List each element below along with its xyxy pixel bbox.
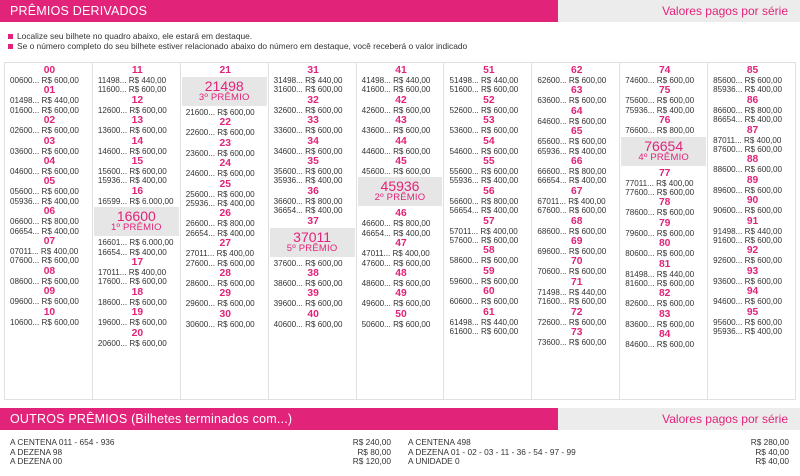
outros-premios-left (10, 438, 391, 467)
dezena-heading: 56 (483, 185, 495, 197)
dezena-heading: 08 (43, 265, 56, 277)
prize-line: 23600... R$ 600,00 (185, 148, 255, 158)
prize-line: 57600... R$ 600,00 (449, 236, 519, 246)
outros-premio-row (10, 457, 391, 467)
prize-line: 13600... R$ 600,00 (97, 126, 167, 136)
prize-line: 20600... R$ 600,00 (97, 338, 167, 348)
prize-line: 93600... R$ 600,00 (713, 276, 782, 286)
dezena-heading: 65 (571, 126, 583, 138)
bullet-square-icon (8, 34, 13, 39)
instruction-item (8, 41, 467, 51)
dezena-heading: 53 (483, 115, 495, 127)
outros-premio-row (10, 448, 391, 458)
prize-line: 31498... R$ 440,00 (273, 76, 343, 85)
dezena-heading: 13 (131, 115, 144, 127)
dezena-heading: 74 (658, 65, 671, 76)
prize-line: 77600... R$ 600,00 (625, 188, 695, 198)
prize-line: 39600... R$ 600,00 (273, 299, 343, 309)
prize-line: 77011... R$ 400,00 (625, 178, 694, 188)
prize-line: 75936... R$ 400,00 (625, 105, 695, 115)
prize-line: 64600... R$ 600,00 (537, 116, 607, 126)
prize-line: 94600... R$ 600,00 (713, 297, 782, 307)
dezena-heading: 64 (571, 105, 583, 117)
prize-column (532, 63, 620, 399)
dezena-heading: 80 (658, 238, 671, 250)
dezena-heading: 33 (307, 115, 319, 127)
prize-line: 87600... R$ 600,00 (713, 145, 782, 155)
prize-line: 74600... R$ 600,00 (625, 76, 695, 85)
prize-line: 51600... R$ 600,00 (449, 85, 519, 95)
premio-value: R$ 120,00 (352, 456, 391, 467)
prize-label: 3º PRÊMIO (198, 92, 250, 103)
prize-line: 02600... R$ 600,00 (10, 126, 79, 136)
prize-line: 09600... R$ 600,00 (10, 297, 79, 307)
dezena-heading: 57 (483, 215, 495, 227)
dezena-heading: 30 (219, 308, 231, 320)
dezena-heading: 05 (43, 176, 56, 188)
premio-description: A DEZENA 98 (10, 446, 63, 457)
prize-line: 78600... R$ 600,00 (625, 208, 695, 218)
dezena-heading: 09 (43, 286, 56, 298)
prize-line: 36654... R$ 400,00 (273, 206, 343, 216)
instruction-item (8, 31, 467, 41)
prize-line: 55600... R$ 600,00 (449, 167, 519, 177)
prize-line: 48600... R$ 600,00 (361, 279, 431, 289)
prize-line: 19600... R$ 600,00 (97, 318, 167, 328)
prize-line: 05600... R$ 600,00 (10, 187, 79, 197)
prize-number: 76654 (644, 137, 684, 154)
prize-line: 79600... R$ 600,00 (625, 228, 695, 238)
prize-line: 03600... R$ 600,00 (10, 146, 79, 156)
prize-line: 28600... R$ 600,00 (185, 279, 255, 289)
premio-value: R$ 280,00 (750, 437, 789, 447)
prize-line: 29600... R$ 600,00 (185, 299, 255, 309)
prize-line: 82600... R$ 600,00 (625, 299, 695, 309)
prize-line: 85936... R$ 400,00 (713, 85, 782, 95)
dezena-heading: 68 (571, 215, 583, 227)
prize-line: 65936... R$ 400,00 (537, 146, 607, 156)
prize-line: 49600... R$ 600,00 (361, 299, 431, 309)
outros-premios-header (0, 408, 800, 430)
dezena-heading: 03 (43, 135, 56, 147)
section-title: PRÊMIOS DERIVADOS (0, 0, 558, 22)
prize-line: 07011... R$ 400,00 (10, 247, 79, 257)
prize-line: 37600... R$ 600,00 (273, 258, 343, 268)
dezena-heading: 10 (43, 306, 56, 318)
outros-premio-row (408, 448, 789, 458)
outros-premio-row (408, 457, 789, 467)
prize-line: 55936... R$ 400,00 (449, 176, 519, 186)
dezena-heading: 49 (395, 288, 407, 300)
prize-number: 16600 (116, 208, 156, 225)
prize-line: 46600... R$ 800,00 (361, 219, 431, 229)
prize-line: 14600... R$ 600,00 (97, 146, 167, 156)
prize-line: 71600... R$ 600,00 (537, 297, 607, 307)
dezena-heading: 23 (219, 137, 231, 149)
prize-line: 61498... R$ 440,00 (449, 317, 519, 327)
prize-number: 37011 (293, 228, 332, 245)
prize-line: 86600... R$ 800,00 (713, 105, 782, 115)
highlighted-prize (182, 77, 267, 106)
prize-line: 18600... R$ 600,00 (97, 297, 167, 307)
prize-line: 17011... R$ 400,00 (97, 268, 167, 278)
dezena-heading: 16 (131, 185, 144, 197)
prize-line: 34600... R$ 600,00 (273, 146, 343, 156)
prize-line: 75600... R$ 600,00 (625, 96, 695, 106)
prize-line: 91498... R$ 440,00 (713, 226, 782, 236)
prize-line: 45600... R$ 600,00 (361, 167, 431, 177)
dezena-heading: 79 (658, 217, 671, 229)
dezena-heading: 50 (395, 308, 407, 320)
prize-line: 85600... R$ 600,00 (713, 76, 782, 85)
prize-line: 25600... R$ 600,00 (185, 189, 255, 199)
prize-line: 60600... R$ 600,00 (449, 297, 519, 307)
prize-line: 86654... R$ 400,00 (713, 115, 782, 125)
prize-line: 06654... R$ 400,00 (10, 226, 79, 236)
dezena-heading: 85 (746, 65, 759, 76)
dezena-heading: 34 (307, 135, 319, 147)
prize-line: 57011... R$ 400,00 (449, 226, 518, 236)
prize-line: 62600... R$ 600,00 (537, 76, 607, 85)
prize-column (181, 63, 269, 399)
prize-line: 31600... R$ 600,00 (273, 85, 343, 95)
dezena-heading: 60 (483, 286, 495, 298)
prize-line: 07600... R$ 600,00 (10, 256, 79, 266)
prize-column (93, 63, 181, 399)
prize-line: 88600... R$ 600,00 (713, 165, 782, 175)
dezena-heading: 70 (571, 256, 583, 268)
dezena-heading: 61 (483, 306, 495, 318)
prize-line: 25936... R$ 400,00 (185, 199, 255, 209)
prize-line: 87011... R$ 400,00 (713, 135, 782, 145)
prize-line: 84600... R$ 600,00 (625, 340, 695, 350)
dezena-heading: 94 (746, 286, 759, 298)
dezena-heading: 00 (43, 65, 56, 76)
premios-derivados-header (0, 0, 800, 22)
dezena-heading: 71 (571, 276, 583, 288)
dezena-heading: 44 (395, 135, 407, 147)
dezena-heading: 73 (571, 327, 583, 339)
prize-line: 83600... R$ 600,00 (625, 319, 695, 329)
prize-line: 68600... R$ 600,00 (537, 226, 607, 236)
dezena-heading: 45 (395, 156, 407, 168)
dezena-heading: 24 (219, 158, 231, 170)
prize-line: 27011... R$ 400,00 (185, 249, 255, 259)
prize-line: 26600... R$ 800,00 (185, 219, 255, 229)
dezena-heading: 29 (219, 288, 231, 300)
prize-grid (4, 62, 796, 400)
prize-line: 51498... R$ 440,00 (449, 76, 519, 85)
prize-label: 4º PRÊMIO (638, 151, 690, 163)
prize-line: 43600... R$ 600,00 (361, 126, 431, 136)
prize-line: 08600... R$ 600,00 (10, 276, 79, 286)
dezena-heading: 47 (395, 238, 407, 250)
dezena-heading: 28 (219, 268, 231, 280)
dezena-heading: 20 (131, 327, 144, 339)
dezena-heading: 77 (658, 167, 671, 179)
dezena-heading: 11 (131, 65, 143, 76)
dezena-heading: 62 (571, 65, 583, 76)
highlighted-prize (270, 228, 355, 257)
dezena-heading: 18 (131, 286, 144, 298)
prize-line: 44600... R$ 600,00 (361, 146, 431, 156)
premio-description: A CENTENA 011 - 654 - 936 (10, 437, 115, 447)
dezena-heading: 21 (219, 65, 231, 76)
prize-line: 91600... R$ 600,00 (713, 236, 782, 246)
prize-line: 06600... R$ 800,00 (10, 217, 79, 227)
prize-line: 16601... R$ 6.000,00 (97, 238, 174, 248)
prize-line: 67600... R$ 600,00 (537, 206, 607, 216)
highlighted-prize (358, 177, 443, 206)
prize-line: 47011... R$ 400,00 (361, 249, 430, 259)
dezena-heading: 48 (395, 268, 407, 280)
dezena-heading: 42 (395, 94, 407, 106)
prize-label: 1º PRÊMIO (111, 222, 162, 234)
prize-line: 70600... R$ 600,00 (537, 267, 607, 277)
dezena-heading: 37 (307, 215, 319, 227)
prize-line: 26654... R$ 400,00 (185, 228, 255, 238)
prize-number: 45936 (380, 178, 420, 195)
prize-line: 46654... R$ 400,00 (361, 228, 431, 238)
premio-value: R$ 40,00 (755, 456, 789, 467)
prize-number: 21498 (204, 78, 244, 94)
values-per-series-label: Valores pagos por série (558, 408, 800, 430)
dezena-heading: 43 (395, 115, 407, 127)
prize-line: 65600... R$ 600,00 (537, 137, 607, 147)
prize-line: 41498... R$ 440,00 (361, 76, 431, 85)
prize-column (5, 63, 93, 399)
dezena-heading: 78 (658, 197, 671, 209)
prize-line: 35600... R$ 600,00 (273, 167, 343, 177)
dezena-heading: 95 (746, 306, 759, 318)
dezena-heading: 86 (746, 94, 759, 106)
dezena-heading: 40 (307, 308, 319, 320)
dezena-heading: 81 (658, 258, 671, 270)
prize-line: 73600... R$ 600,00 (537, 338, 607, 348)
prize-line: 12600... R$ 600,00 (97, 105, 167, 115)
prize-line: 41600... R$ 600,00 (361, 85, 431, 95)
prize-line: 04600... R$ 600,00 (10, 167, 79, 177)
prize-line: 80600... R$ 600,00 (625, 249, 695, 259)
outros-premio-row (10, 438, 391, 448)
prize-line: 27600... R$ 600,00 (185, 258, 255, 268)
premio-value: R$ 240,00 (352, 437, 391, 447)
values-per-series-label: Valores pagos por série (558, 0, 800, 22)
outros-premios-right (408, 438, 789, 467)
prize-line: 38600... R$ 600,00 (273, 279, 343, 289)
prize-line: 54600... R$ 600,00 (449, 146, 519, 156)
prize-line: 42600... R$ 600,00 (361, 105, 431, 115)
prize-line: 16599... R$ 6.000,00 (97, 196, 174, 206)
prize-column (708, 63, 796, 399)
prize-column (357, 63, 445, 399)
prize-line: 50600... R$ 600,00 (361, 319, 431, 329)
prize-line: 56654... R$ 400,00 (449, 206, 519, 216)
prize-line: 59600... R$ 600,00 (449, 276, 519, 286)
prize-line: 33600... R$ 600,00 (273, 126, 343, 136)
premio-description: A UNIDADE 0 (408, 456, 460, 467)
dezena-heading: 41 (395, 65, 407, 76)
dezena-heading: 25 (219, 178, 231, 190)
prize-line: 63600... R$ 600,00 (537, 96, 607, 106)
prize-line: 81600... R$ 600,00 (625, 279, 695, 289)
dezena-heading: 51 (483, 65, 495, 76)
prize-line: 10600... R$ 600,00 (10, 317, 79, 327)
dezena-heading: 92 (746, 245, 759, 257)
dezena-heading: 52 (483, 94, 495, 106)
dezena-heading: 67 (571, 185, 583, 197)
dezena-heading: 14 (131, 135, 144, 147)
dezena-heading: 58 (483, 245, 495, 257)
dezena-heading: 19 (131, 307, 144, 319)
prize-line: 69600... R$ 600,00 (537, 247, 607, 257)
prize-column (269, 63, 357, 399)
prize-line: 17600... R$ 600,00 (97, 277, 167, 287)
dezena-heading: 88 (746, 154, 759, 166)
prize-line: 11498... R$ 440,00 (97, 76, 167, 85)
prize-line: 95600... R$ 600,00 (713, 317, 782, 327)
dezena-heading: 06 (43, 206, 56, 218)
prize-line: 24600... R$ 600,00 (185, 169, 255, 179)
dezena-heading: 15 (131, 156, 144, 168)
prize-line: 71498... R$ 440,00 (537, 287, 607, 297)
bullet-square-icon (8, 44, 13, 49)
premio-description: A DEZENA 01 - 02 - 03 - 11 - 36 - 54 - 97 - 99 (408, 446, 576, 457)
highlighted-prize (621, 137, 706, 166)
dezena-heading: 22 (219, 117, 231, 129)
prize-line: 36600... R$ 800,00 (273, 196, 343, 206)
dezena-heading: 12 (131, 94, 144, 106)
prize-line: 40600... R$ 600,00 (273, 319, 343, 329)
dezena-heading: 76 (658, 115, 671, 127)
dezena-heading: 39 (307, 288, 319, 300)
prize-column (444, 63, 532, 399)
prize-line: 35936... R$ 400,00 (273, 176, 343, 186)
prize-line: 53600... R$ 600,00 (449, 126, 519, 136)
dezena-heading: 36 (307, 185, 319, 197)
prize-line: 22600... R$ 600,00 (185, 128, 255, 138)
dezena-heading: 04 (43, 156, 56, 168)
prize-line: 16654... R$ 400,00 (97, 247, 167, 257)
dezena-heading: 55 (483, 156, 495, 168)
dezena-heading: 38 (307, 268, 319, 280)
prize-line: 47600... R$ 600,00 (361, 258, 431, 268)
premio-description: A DEZENA 00 (10, 456, 63, 467)
dezena-heading: 27 (219, 238, 231, 250)
dezena-heading: 01 (43, 85, 56, 97)
instruction-text: Localize seu bilhete no quadro abaixo, ele estará em destaque. (17, 31, 253, 41)
dezena-heading: 63 (571, 85, 583, 97)
dezena-heading: 87 (746, 124, 759, 136)
prize-line: 90600... R$ 600,00 (713, 206, 782, 216)
prize-line: 32600... R$ 600,00 (273, 105, 343, 115)
prize-line: 67011... R$ 400,00 (537, 196, 606, 206)
dezena-heading: 91 (746, 215, 759, 227)
dezena-heading: 31 (307, 65, 319, 76)
dezena-heading: 07 (43, 236, 56, 248)
dezena-heading: 66 (571, 156, 583, 168)
prize-line: 00600... R$ 600,00 (10, 76, 79, 85)
prize-line: 81498... R$ 440,00 (625, 269, 695, 279)
dezena-heading: 69 (571, 236, 583, 248)
dezena-heading: 75 (658, 85, 671, 97)
dezena-heading: 17 (131, 257, 144, 269)
prize-label: 2º PRÊMIO (374, 192, 426, 204)
prize-line: 66600... R$ 800,00 (537, 167, 607, 177)
prize-column (620, 63, 708, 399)
premio-value: R$ 40,00 (755, 446, 789, 457)
prize-line: 58600... R$ 600,00 (449, 256, 519, 266)
premio-value: R$ 80,00 (357, 446, 391, 457)
dezena-heading: 02 (43, 115, 56, 127)
prize-line: 95936... R$ 400,00 (713, 327, 782, 337)
dezena-heading: 72 (571, 306, 583, 318)
prize-line: 61600... R$ 600,00 (449, 327, 519, 337)
prize-line: 05936... R$ 400,00 (10, 196, 79, 206)
dezena-heading: 82 (658, 288, 671, 300)
dezena-heading: 84 (658, 329, 671, 341)
premio-description: A CENTENA 498 (408, 437, 471, 447)
prize-line: 52600... R$ 600,00 (449, 105, 519, 115)
prize-line: 15936... R$ 400,00 (97, 176, 167, 186)
prize-line: 01498... R$ 440,00 (10, 96, 79, 106)
prize-line: 66654... R$ 400,00 (537, 176, 607, 186)
dezena-heading: 83 (658, 308, 671, 320)
dezena-heading: 26 (219, 208, 231, 220)
instruction-text: Se o número completo do seu bilhete estiver relacionado abaixo do número em destaque, você receberá o valor indicado (17, 41, 468, 51)
prize-line: 89600... R$ 600,00 (713, 185, 782, 195)
dezena-heading: 54 (483, 135, 495, 147)
dezena-heading: 89 (746, 174, 759, 186)
dezena-heading: 46 (395, 208, 407, 220)
instructions (8, 31, 467, 51)
dezena-heading: 32 (307, 94, 319, 106)
prize-line: 56600... R$ 800,00 (449, 196, 519, 206)
prize-line: 30600... R$ 600,00 (185, 319, 255, 329)
prize-line: 92600... R$ 600,00 (713, 256, 782, 266)
prize-line: 11600... R$ 600,00 (97, 85, 167, 95)
dezena-heading: 59 (483, 265, 495, 277)
prize-line: 15600... R$ 600,00 (97, 167, 167, 177)
prize-line: 01600... R$ 600,00 (10, 105, 79, 115)
prize-line: 76600... R$ 800,00 (625, 126, 695, 136)
section-title: OUTROS PRÊMIOS (Bilhetes terminados com...) (0, 408, 558, 430)
prize-line: 72600... R$ 600,00 (537, 317, 607, 327)
prize-line: 21600... R$ 600,00 (185, 108, 255, 117)
highlighted-prize (94, 207, 179, 236)
prize-label: 5º PRÊMIO (286, 242, 338, 254)
dezena-heading: 93 (746, 265, 759, 277)
dezena-heading: 35 (307, 156, 319, 168)
dezena-heading: 90 (746, 195, 759, 207)
